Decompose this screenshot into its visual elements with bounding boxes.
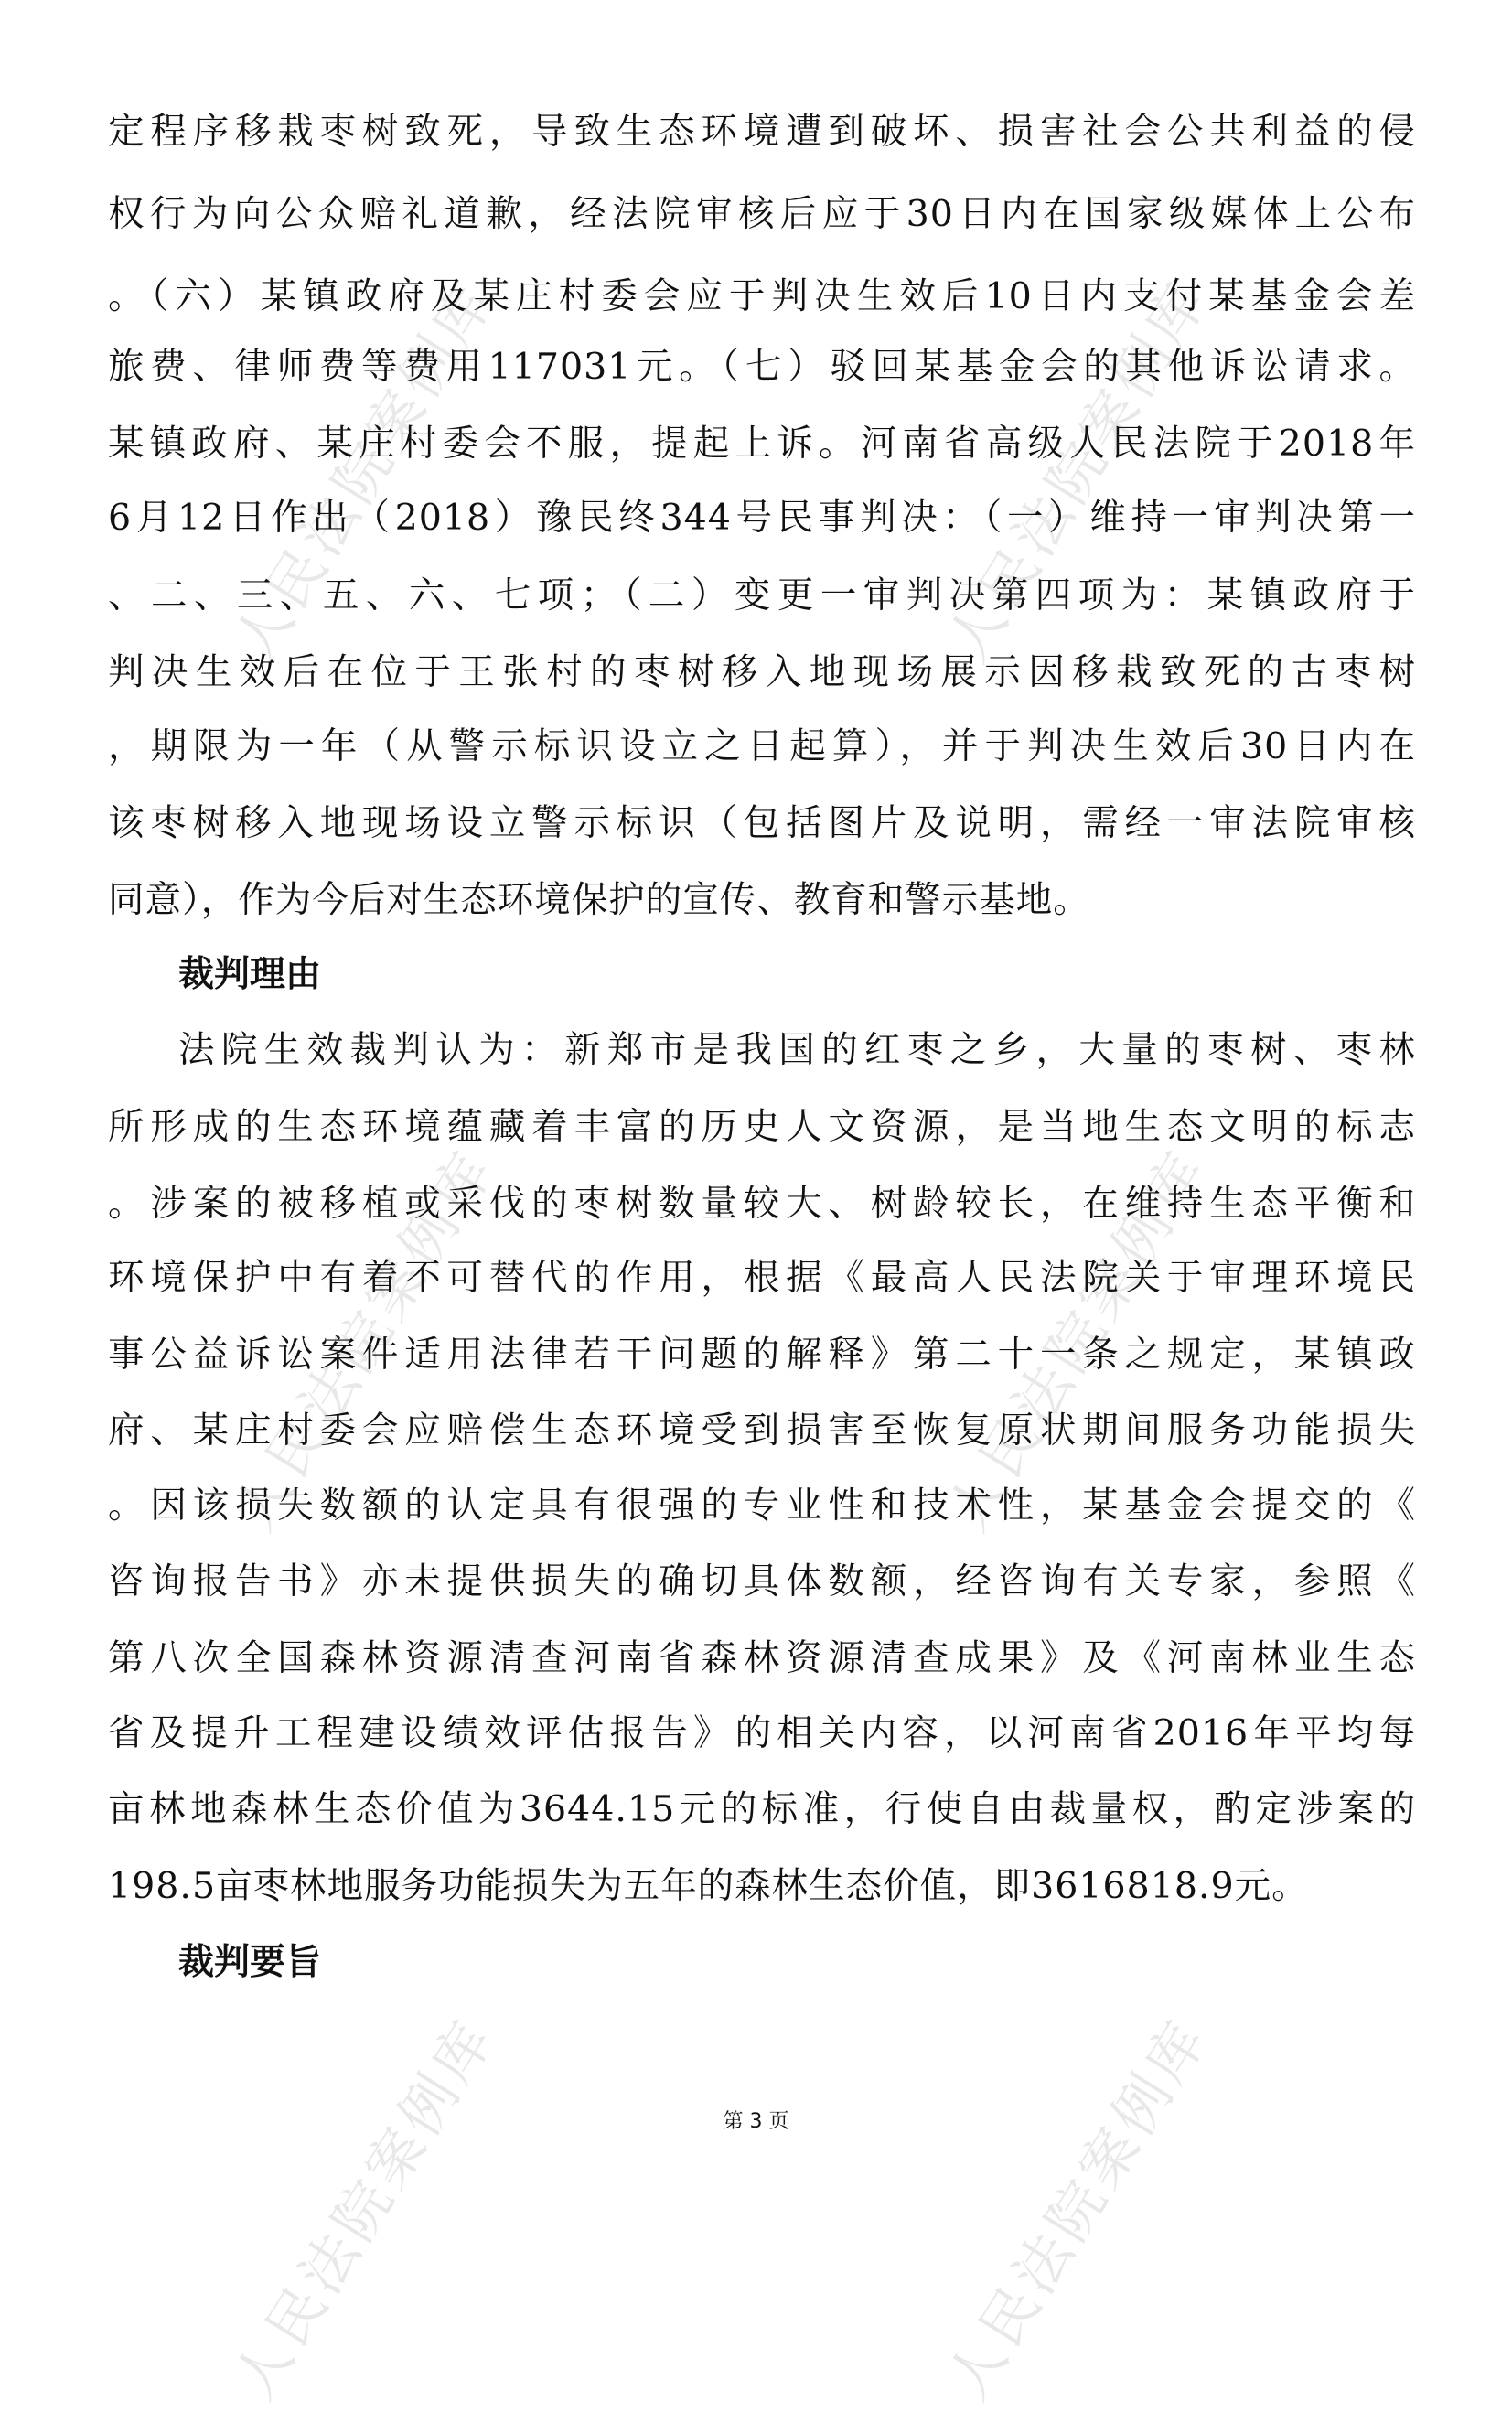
paragraph-line: 法院生效裁判认为：新郑市是我国的红枣之乡，大量的枣树、枣林 (178, 1029, 1416, 1071)
watermark: 人民法院案例库 (220, 268, 509, 673)
section-heading-gist: 裁判要旨 (178, 1942, 322, 1983)
paragraph-line: 所形成的生态环境蕴藏着丰富的历史人文资源，是当地生态文明的标志 (108, 1106, 1416, 1148)
watermark: 人民法院案例库 (934, 2006, 1222, 2411)
paragraph-line: 同意），作为今后对生态环境保护的宣传、教育和警示基地。 (108, 879, 1090, 921)
paragraph-line: 事公益诉讼案件适用法律若干问题的解释》第二十一条之规定，某镇政 (108, 1334, 1416, 1376)
paragraph-line: 、二、三、五、六、七项；（二）变更一审判决第四项为：某镇政府于 (108, 574, 1416, 616)
paragraph-line: 该枣树移入地现场设立警示标识（包括图片及说明，需经一审法院审核 (108, 802, 1416, 844)
paragraph-line: 亩林地森林生态价值为3644.15元的标准，行使自由裁量权，酌定涉案的 (108, 1788, 1416, 1830)
paragraph-line: 咨询报告书》亦未提供损失的确切具体数额，经咨询有关专家，参照《 (108, 1560, 1416, 1603)
paragraph-line: 。因该损失数额的认定具有很强的专业性和技术性，某基金会提交的《 (108, 1485, 1416, 1527)
paragraph-line: 环境保护中有着不可替代的作用，根据《最高人民法院关于审理环境民 (108, 1257, 1416, 1299)
paragraph-line: 某镇政府、某庄村委会不服，提起上诉。河南省高级人民法院于2018年 (108, 423, 1416, 465)
section-heading-reason: 裁判理由 (178, 954, 322, 995)
paragraph-line: 府、某庄村委会应赔偿生态环境受到损害至恢复原状期间服务功能损失 (108, 1410, 1416, 1452)
watermark: 人民法院案例库 (220, 2006, 509, 2411)
paragraph-line: ，期限为一年（从警示标识设立之日起算），并于判决生效后30日内在 (108, 725, 1416, 767)
paragraph-line: 。（六）某镇政府及某庄村委会应于判决生效后10日内支付某基金会差 (108, 275, 1416, 317)
paragraph-line: 。涉案的被移植或采伐的枣树数量较大、树龄较长，在维持生态平衡和 (108, 1183, 1416, 1225)
paragraph-line: 判决生效后在位于王张村的枣树移入地现场展示因移栽致死的古枣树 (108, 651, 1416, 693)
paragraph-line: 198.5亩枣林地服务功能损失为五年的森林生态价值，即3616818.9元。 (108, 1865, 1309, 1907)
paragraph-line: 6月12日作出（2018）豫民终344号民事判决：（一）维持一审判决第一 (108, 497, 1416, 539)
page-number: 第 3 页 (723, 2110, 789, 2133)
paragraph-line: 权行为向公众赔礼道歉，经法院审核后应于30日内在国家级媒体上公布 (108, 193, 1416, 235)
watermark: 人民法院案例库 (220, 1137, 509, 1542)
paragraph-line: 定程序移栽枣树致死，导致生态环境遭到破坏、损害社会公共利益的侵 (108, 111, 1416, 153)
paragraph-line: 第八次全国森林资源清查河南省森林资源清查成果》及《河南林业生态 (108, 1637, 1416, 1679)
paragraph-line: 省及提升工程建设绩效评估报告》的相关内容，以河南省2016年平均每 (108, 1712, 1416, 1754)
paragraph-line: 旅费、律师费等费用117031元。（七）驳回某基金会的其他诉讼请求。 (108, 346, 1416, 388)
watermark: 人民法院案例库 (934, 1137, 1222, 1542)
watermark: 人民法院案例库 (934, 268, 1222, 673)
